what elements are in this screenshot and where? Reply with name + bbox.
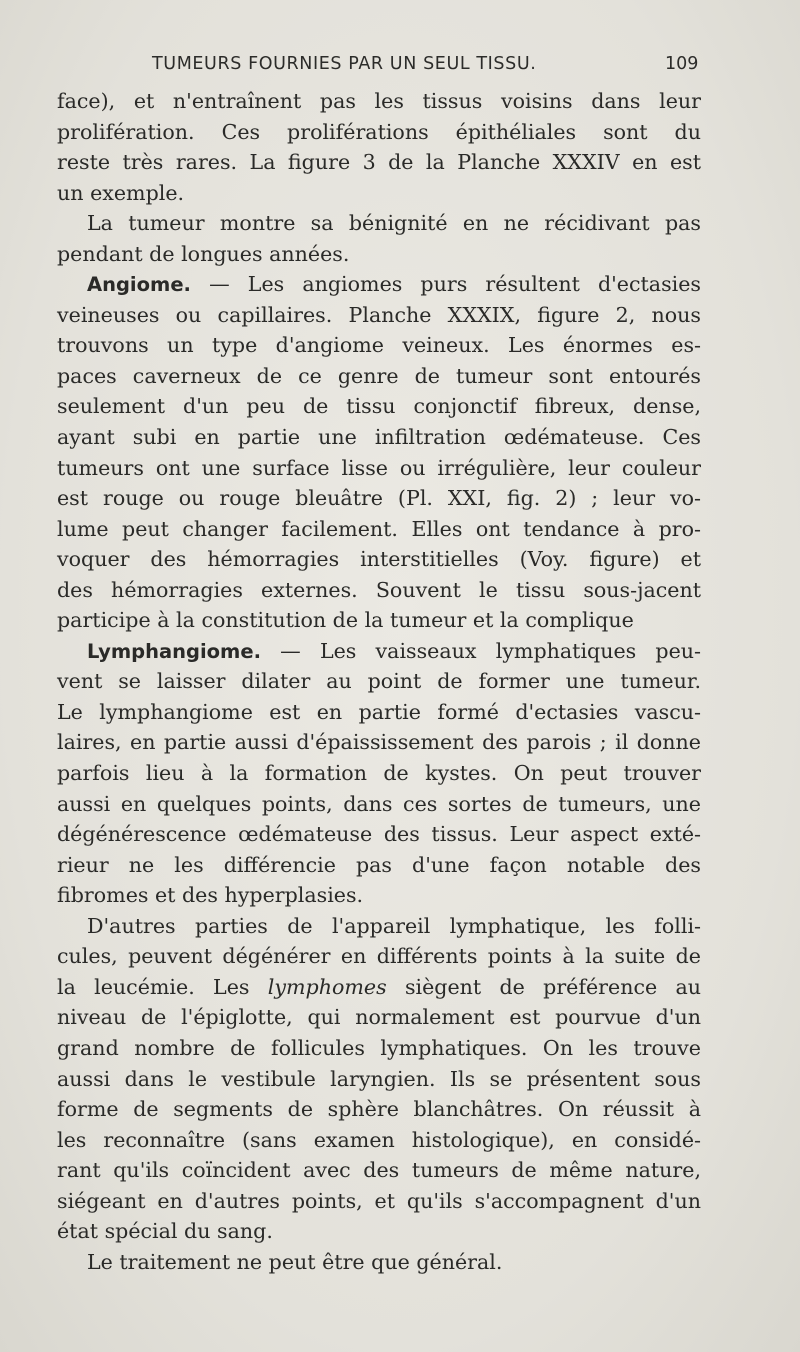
text-line — [57, 819, 701, 850]
text-segment: un exemple. — [57, 180, 185, 205]
text-line — [57, 422, 701, 453]
text-segment: aussi en quelques points, dans ces sortes de tumeurs, une — [57, 791, 701, 816]
text-line — [57, 1216, 701, 1247]
text-segment: grand nombre de follicules lymphatiques. On les trouve — [57, 1035, 701, 1060]
text-segment: Le lymphangiome est en partie formé d'ectasies vascu- — [57, 699, 701, 724]
body-text — [57, 86, 701, 1277]
text-segment: ayant subi en partie une infiltration œdémateuse. Ces — [57, 425, 701, 450]
text-line — [57, 1033, 701, 1064]
page-number: 109 — [665, 54, 699, 74]
text-line — [57, 178, 701, 209]
text-segment: pendant de longues années. — [57, 241, 350, 266]
text-segment: état spécial du sang. — [57, 1219, 273, 1244]
text-segment: La tumeur montre sa bénignité en ne récidivant pas — [87, 211, 701, 236]
text-line — [57, 1002, 701, 1033]
text-segment: lume peut changer facilement. Elles ont tendance à pro- — [57, 516, 701, 541]
text-line — [57, 789, 701, 820]
running-title: TUMEURS FOURNIES PAR UN SEUL TISSU. — [152, 54, 537, 74]
text-segment: les reconnaître (sans examen histologique), en considé- — [57, 1127, 701, 1152]
text-segment: veineuses ou capillaires. Planche XXXIX, figure 2, nous — [57, 302, 701, 327]
text-segment: dégénérescence œdémateuse des tissus. Leur aspect exté- — [57, 822, 701, 847]
text-segment: la leucémie. Les — [57, 974, 268, 999]
section-heading: Angiome. — [87, 273, 191, 297]
text-segment: seulement d'un peu de tissu conjonctif fibreux, dense, — [57, 394, 701, 419]
text-line — [57, 453, 701, 484]
text-line — [57, 636, 701, 667]
text-line — [57, 911, 701, 942]
text-segment: cules, peuvent dégénérer en différents points à la suite de — [57, 944, 701, 969]
text-line — [57, 86, 701, 117]
text-line — [57, 208, 701, 239]
text-segment: siégeant en d'autres points, et qu'ils s'accompagnent d'un — [57, 1188, 701, 1213]
text-segment: — Les vaisseaux lymphatiques peu- — [261, 638, 701, 663]
text-line — [57, 361, 701, 392]
text-segment: rant qu'ils coïncident avec des tumeurs de même nature, — [57, 1158, 701, 1183]
text-segment: Le traitement ne peut être que général. — [87, 1249, 503, 1274]
text-line — [57, 269, 701, 300]
text-line — [57, 850, 701, 881]
text-line — [57, 330, 701, 361]
text-line — [57, 514, 701, 545]
text-line — [57, 1155, 701, 1186]
text-segment: tumeurs ont une surface lisse ou irrégulière, leur couleur — [57, 455, 701, 480]
text-line — [57, 1094, 701, 1125]
text-line — [57, 697, 701, 728]
text-segment: niveau de l'épiglotte, qui normalement est pourvue d'un — [57, 1005, 701, 1030]
text-line — [57, 758, 701, 789]
page-header — [0, 54, 800, 84]
text-segment: — Les angiomes purs résultent d'ectasies — [190, 272, 701, 297]
text-line — [57, 727, 701, 758]
text-line — [57, 544, 701, 575]
text-line — [57, 666, 701, 697]
text-segment: prolifération. Ces proliférations épithéliales sont du — [57, 119, 701, 144]
text-line — [57, 147, 701, 178]
text-line — [57, 972, 701, 1003]
text-line — [57, 300, 701, 331]
italic-term: lymphomes — [267, 974, 387, 999]
text-line — [57, 575, 701, 606]
text-line — [57, 1125, 701, 1156]
text-segment: trouvons un type d'angiome veineux. Les énormes es- — [57, 333, 701, 358]
text-line — [57, 941, 701, 972]
text-line — [57, 605, 701, 636]
text-segment: parfois lieu à la formation de kystes. On peut trouver — [57, 761, 701, 786]
text-line — [57, 880, 701, 911]
text-segment: forme de segments de sphère blanchâtres. On réussit à — [57, 1097, 701, 1122]
section-heading: Lymphangiome. — [87, 639, 262, 663]
text-segment: participe à la constitution de la tumeur et la complique — [57, 608, 634, 633]
text-segment: voquer des hémorragies interstitielles (Voy. figure) et — [57, 547, 701, 572]
text-line — [57, 1247, 701, 1278]
text-line — [57, 391, 701, 422]
text-segment: paces caverneux de ce genre de tumeur sont entourés — [57, 363, 701, 388]
text-segment: aussi dans le vestibule laryngien. Ils se présentent sous — [57, 1066, 701, 1091]
text-segment: des hémorragies externes. Souvent le tissu sous-jacent — [57, 577, 701, 602]
text-segment: laires, en partie aussi d'épaississement des parois ; il donne — [57, 730, 701, 755]
text-line — [57, 239, 701, 270]
text-segment: vent se laisser dilater au point de former une tumeur. — [57, 669, 701, 694]
text-segment: est rouge ou rouge bleuâtre (Pl. XXI, fig. 2) ; leur vo- — [57, 486, 701, 511]
text-segment: face), et n'entraînent pas les tissus voisins dans leur — [57, 89, 701, 113]
text-segment: siègent de préférence au — [386, 974, 701, 999]
text-segment: D'autres parties de l'appareil lymphatique, les folli- — [87, 913, 701, 938]
text-line — [57, 1186, 701, 1217]
text-line — [57, 117, 701, 148]
text-segment: rieur ne les différencie pas d'une façon notable des — [57, 852, 701, 877]
text-segment: fibromes et des hyperplasies. — [57, 883, 364, 908]
text-line — [57, 1064, 701, 1095]
text-line — [57, 483, 701, 514]
text-segment: reste très rares. La figure 3 de la Planche XXXIV en est — [57, 150, 701, 175]
